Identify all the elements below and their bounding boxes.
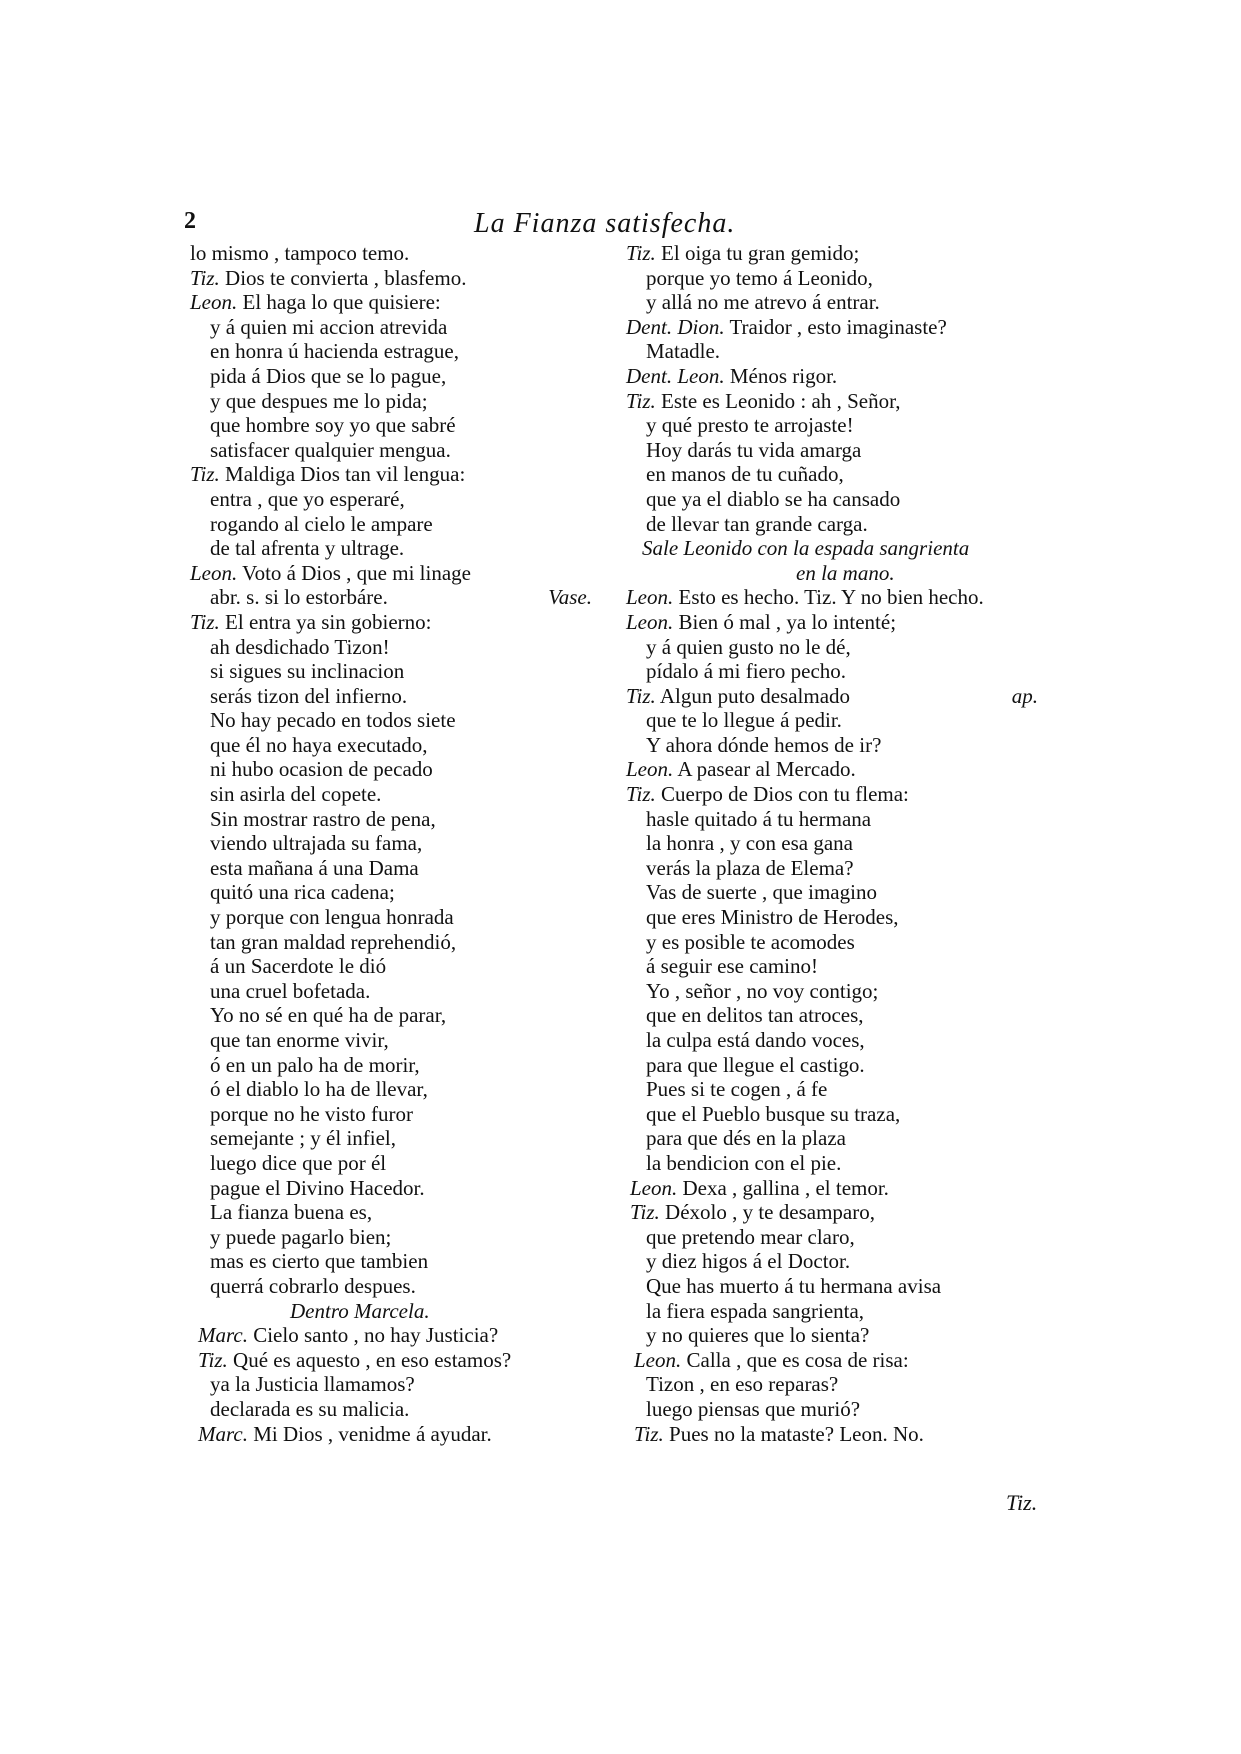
verse-line [626,438,1046,463]
verse-text: que el Pueblo busque su traza, [646,1101,901,1126]
verse-line [190,241,570,266]
verse-text: La fianza buena es, [210,1200,373,1225]
verse-line [634,1348,1046,1373]
verse-line [190,1077,570,1102]
verse-line [626,512,1046,537]
verse-line [626,1028,1046,1053]
verse-line [190,585,592,610]
verse-line [626,364,1046,389]
left-column [190,241,592,1446]
verse-text: Que has muerto á tu hermana avisa [646,1273,942,1298]
verse-line [626,1372,1046,1397]
verse-text: Calla , que es cosa de risa: [686,1347,909,1372]
running-title: La Fianza satisfecha. [474,208,736,239]
verse-line [190,1102,570,1127]
verse-line [626,585,1046,610]
verse-text: la culpa está dando voces, [646,1028,865,1052]
verse-text: El oiga tu gran gemido; [661,241,860,265]
verse-line [626,1274,1046,1299]
verse-text: pídalo á mi fiero pecho. [646,659,847,684]
verse-text: de tal afrenta y ultrage. [210,536,405,561]
verse-text: entra , que yo esperaré, [210,486,405,511]
verse-line [626,1053,1046,1078]
verse-line [190,339,570,364]
speaker-label: Dent. Dion. [626,314,725,339]
verse-line [190,487,570,512]
verse-text: pida á Dios que se lo pague, [210,363,447,388]
verse-text: ya la Justicia llamamos? [210,1372,415,1397]
verse-text: si sigues su inclinacion [210,659,405,684]
verse-text: abr. s. si lo estorbáre. [210,585,388,610]
aside-direction: Vase. [548,585,592,610]
verse-text: Tizon , en eso reparas? [646,1372,839,1397]
verse-line [190,659,570,684]
verse-text: sin asirla del copete. [210,782,382,807]
stage-direction-line [642,536,1046,561]
verse-text: y á quien gusto no le dé, [646,634,851,659]
verse-text: mas es cierto que tambien [210,1249,429,1274]
verse-text: Déxolo , y te desamparo, [665,1200,875,1225]
verse-text: Matadle. [646,339,721,364]
verse-line [190,315,570,340]
verse-text: El entra ya sin gobierno: [225,609,432,634]
verse-text: ó el diablo lo ha de llevar, [210,1077,428,1102]
verse-line [190,782,570,807]
verse-line [626,389,1046,414]
verse-text: Maldiga Dios tan vil lengua: [225,462,466,487]
speaker-label: Tiz. [634,1421,664,1446]
verse-text: hasle quitado á tu hermana [646,806,872,831]
verse-line [626,831,1046,856]
verse-line [190,1274,570,1299]
verse-line [190,831,570,856]
verse-line [190,905,570,930]
verse-line [190,979,570,1004]
stage-direction-text: en la mano. [796,560,895,585]
verse-text: que tan enorme vivir, [210,1028,389,1052]
verse-line [626,782,1046,807]
verse-line [626,659,1046,684]
stage-direction-line [626,561,1046,586]
verse-text: que ya el diablo se ha cansado [646,486,901,511]
verse-text: para que dés en la plaza [646,1126,846,1151]
verse-text: luego piensas que murió? [646,1396,861,1421]
verse-text: que pretendo mear claro, [646,1224,855,1249]
speaker-label: Tiz. [626,241,656,265]
speaker-label: Tiz. [198,1347,228,1372]
verse-text: quitó una rica cadena; [210,880,395,905]
speaker-label: Tiz. [626,683,656,708]
verse-text: y allá no me atrevo á entrar. [646,290,880,315]
verse-text: y á quien mi accion atrevida [210,314,448,339]
verse-line [626,1323,1046,1348]
verse-text: Bien ó mal , ya lo intenté; [678,609,897,634]
verse-line [626,290,1046,315]
verse-text: satisfacer qualquier mengua. [210,437,451,462]
right-column [626,241,1046,1446]
verse-line [626,1003,1046,1028]
verse-text: á seguir ese camino! [646,954,819,979]
verse-line [626,954,1046,979]
verse-text: No hay pecado en todos siete [210,708,456,733]
verse-text: de llevar tan grande carga. [646,511,868,536]
verse-line [190,757,570,782]
speaker-label: Tiz. [630,1200,660,1225]
verse-text: Ménos rigor. [729,363,838,388]
verse-line [190,389,570,414]
verse-line [626,905,1046,930]
verse-text: luego dice que por él [210,1150,387,1175]
stage-direction-text: Dentro Marcela. [290,1298,430,1323]
verse-text: Cuerpo de Dios con tu flema: [661,782,909,807]
verse-line [190,733,570,758]
verse-line [190,880,570,905]
speaker-label: Tiz. [190,265,220,290]
verse-line [626,684,1046,709]
verse-line [626,1299,1046,1324]
verse-line [190,1151,570,1176]
verse-text: Y ahora dónde hemos de ir? [646,732,882,757]
verse-text: ah desdichado Tizon! [210,634,390,659]
verse-text: Pues si te cogen , á fe [646,1077,828,1102]
speaker-label: Leon. [626,585,674,610]
verse-line [630,1176,1046,1201]
stage-direction-line [190,1299,570,1324]
verse-line [626,315,1046,340]
verse-line [190,954,570,979]
verse-text: que eres Ministro de Herodes, [646,905,899,930]
verse-text: tan gran maldad reprehendió, [210,929,457,954]
verse-text: en honra ú hacienda estrague, [210,339,459,364]
verse-text: ni hubo ocasion de pecado [210,757,433,782]
speaker-label: Leon. [190,560,238,585]
speaker-label: Leon. [190,290,238,315]
verse-line [190,1397,570,1422]
verse-line [198,1323,570,1348]
verse-line [198,1422,570,1447]
verse-text: porque yo temo á Leonido, [646,265,873,290]
verse-text: Vas de suerte , que imagino [646,880,877,905]
speaker-label: Tiz. [190,462,220,487]
verse-line [190,1003,570,1028]
verse-text: esta mañana á una Dama [210,855,419,880]
verse-text: Dios te convierta , blasfemo. [225,265,467,290]
verse-line [626,241,1046,266]
verse-text: pague el Divino Hacedor. [210,1175,425,1200]
verse-text: El haga lo que quisiere: [242,290,441,315]
verse-text: Yo no sé en qué ha de parar, [210,1003,447,1028]
verse-text: para que llegue el castigo. [646,1052,865,1077]
verse-line [190,684,570,709]
verse-line [190,364,570,389]
verse-line [626,266,1046,291]
verse-text: que hombre soy yo que sabré [210,413,456,438]
verse-text: Dexa , gallina , el temor. [682,1175,889,1200]
verse-text: y no quieres que lo sienta? [646,1323,870,1348]
verse-line [190,856,570,881]
verse-line [626,339,1046,364]
verse-text: y qué presto te arrojaste! [646,413,854,438]
verse-line [190,1176,570,1201]
verse-line [634,1422,1046,1447]
verse-text: Qué es aquesto , en eso estamos? [233,1347,512,1372]
verse-line [626,1151,1046,1176]
verse-line [190,1225,570,1250]
verse-line [626,1126,1046,1151]
verse-text: á un Sacerdote le dió [210,954,387,979]
verse-text: viendo ultrajada su fama, [210,831,423,856]
verse-line [190,561,570,586]
speaker-label: Leon. [634,1347,682,1372]
verse-line [190,413,570,438]
verse-line [190,462,570,487]
verse-line [626,880,1046,905]
verse-line [190,635,570,660]
verse-line [626,979,1046,1004]
verse-line [626,1249,1046,1274]
verse-text: Yo , señor , no voy contigo; [646,978,879,1003]
verse-line [190,1028,570,1053]
verse-line [626,856,1046,881]
verse-line [190,512,570,537]
verse-line [190,536,570,561]
verse-text: que él no haya executado, [210,732,428,757]
verse-line [626,1077,1046,1102]
verse-line [190,708,570,733]
verse-text: y diez higos á el Doctor. [646,1249,851,1274]
verse-line [190,1126,570,1151]
verse-text: y que despues me lo pida; [210,388,428,413]
verse-line [626,733,1046,758]
verse-text: semejante ; y él infiel, [210,1126,397,1151]
verse-line [626,1225,1046,1250]
verse-line [626,757,1046,782]
speaker-label: Tiz. [626,388,656,413]
verse-text: Esto es hecho. Tiz. Y no bien hecho. [678,585,984,610]
speaker-label: Leon. [626,757,674,782]
verse-text: la fiera espada sangrienta, [646,1298,865,1323]
verse-line [626,462,1046,487]
verse-line [626,930,1046,955]
verse-line [198,1348,570,1373]
verse-line [190,930,570,955]
verse-text: y es posible te acomodes [646,929,855,954]
verse-text: lo mismo , tampoco temo. [190,241,410,265]
verse-text: que te lo llegue á pedir. [646,708,842,733]
verse-line [626,635,1046,660]
stage-direction-text: Sale Leonido con la espada sangrienta [642,536,970,561]
speaker-label: Tiz. [190,609,220,634]
verse-line [630,1200,1046,1225]
verse-line [626,487,1046,512]
verse-text: verás la plaza de Elema? [646,855,854,880]
verse-text: ó en un palo ha de morir, [210,1052,420,1077]
verse-text: Este es Leonido : ah , Señor, [661,388,901,413]
verse-line [190,1053,570,1078]
verse-line [190,290,570,315]
verse-text: y puede pagarlo bien; [210,1224,392,1249]
page-number: 2 [184,208,196,234]
verse-text: Algun puto desalmado [659,683,851,708]
verse-text: en manos de tu cuñado, [646,462,844,487]
verse-text: y porque con lengua honrada [210,905,454,930]
speaker-label: Leon. [626,609,674,634]
verse-text: A pasear al Mercado. [677,757,856,782]
verse-line [190,610,570,635]
verse-text: serás tizon del infierno. [210,683,408,708]
verse-text: Traidor , esto imaginaste? [729,314,947,339]
verse-text: que en delitos tan atroces, [646,1003,864,1028]
verse-text: declarada es su malicia. [210,1396,410,1421]
verse-text: la honra , y con esa gana [646,831,853,856]
speaker-label: Marc. [198,1421,248,1446]
running-header [184,208,1034,244]
verse-text: porque no he visto furor [210,1101,413,1126]
speaker-label: Marc. [198,1323,248,1348]
verse-text: Pues no la mataste? Leon. No. [669,1421,924,1446]
verse-line [190,266,570,291]
verse-text: querrá cobrarlo despues. [210,1273,416,1298]
verse-line [626,708,1046,733]
verse-text: Hoy darás tu vida amarga [646,437,862,462]
verse-line [626,413,1046,438]
verse-line [626,610,1046,635]
catchword: Tiz. [1006,1490,1038,1515]
verse-line [190,1249,570,1274]
verse-text: Voto á Dios , que mi linage [242,560,471,585]
verse-text: una cruel bofetada. [210,978,371,1003]
speaker-label: Dent. Leon. [626,363,725,388]
verse-line [190,1372,570,1397]
verse-text: la bendicion con el pie. [646,1150,842,1175]
verse-text: Mi Dios , venidme á ayudar. [253,1421,492,1446]
verse-text: rogando al cielo le ampare [210,511,433,536]
verse-line [626,807,1046,832]
verse-line [626,1397,1046,1422]
verse-text: Sin mostrar rastro de pena, [210,806,436,831]
aside-direction: ap. [1011,683,1038,708]
verse-text: Cielo santo , no hay Justicia? [253,1323,499,1348]
verse-line [190,807,570,832]
verse-line [190,438,570,463]
speaker-label: Leon. [630,1175,678,1200]
verse-line [626,1102,1046,1127]
speaker-label: Tiz. [626,782,656,807]
verse-line [190,1200,570,1225]
